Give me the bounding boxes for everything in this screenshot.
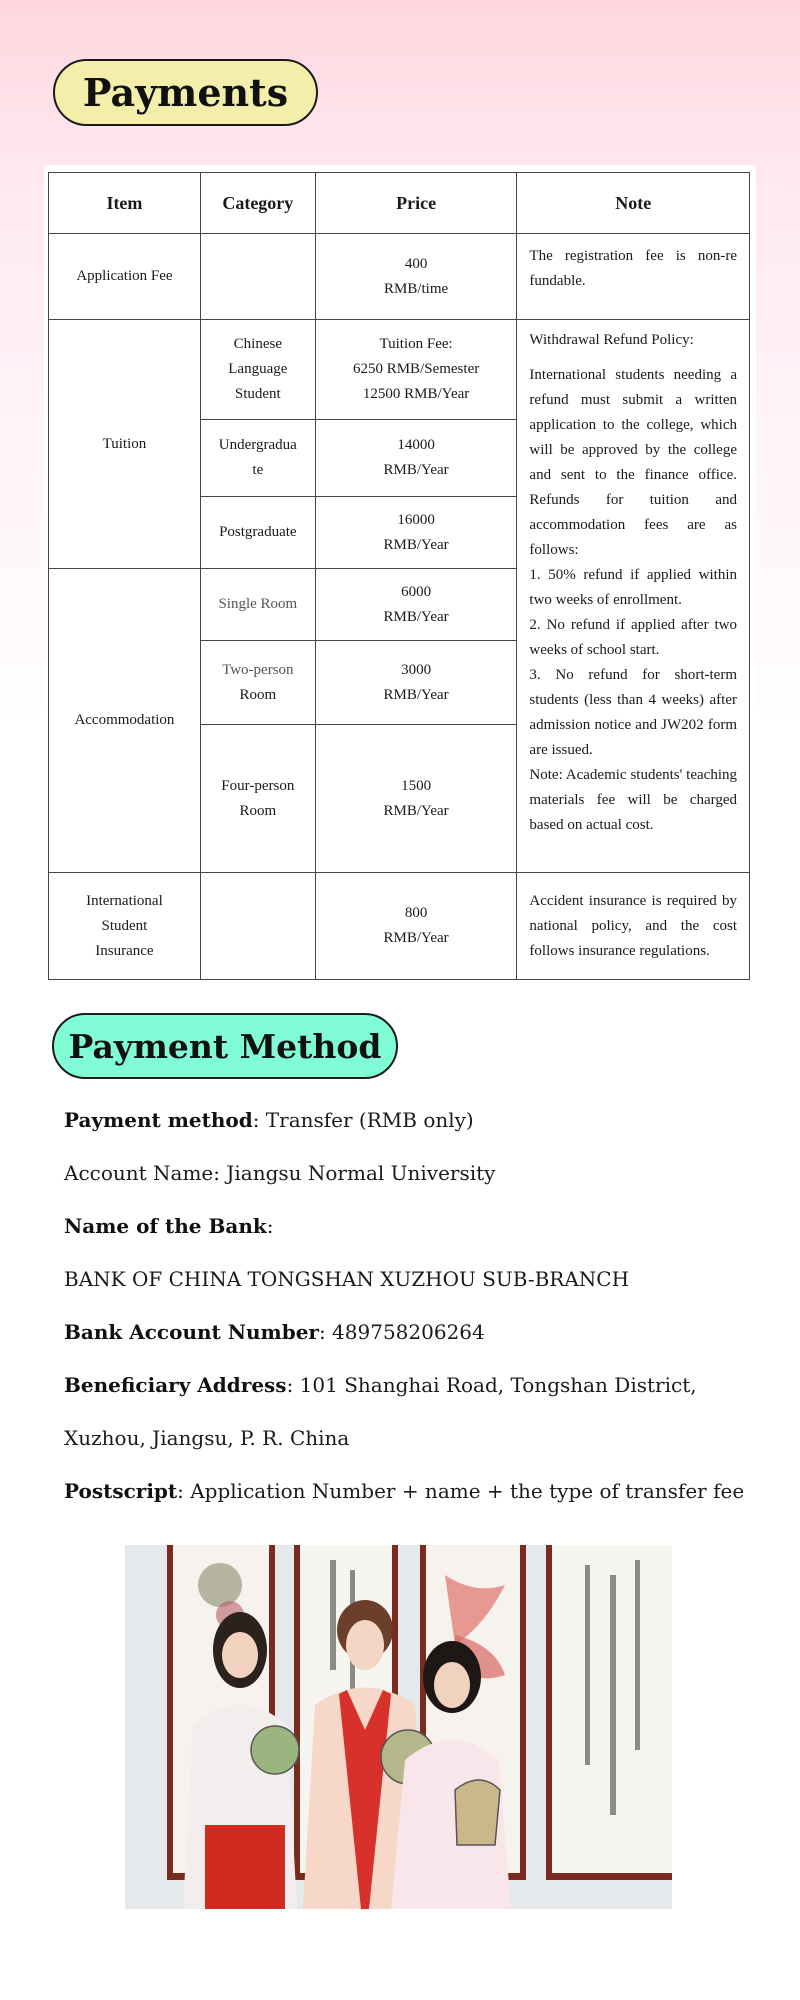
cell-category-chinese-language	[200, 320, 315, 420]
beneficiary-address-label: Beneficiary Address	[64, 1373, 287, 1397]
header-category: Category	[200, 173, 315, 234]
price-line: 6000	[401, 583, 432, 600]
table-row-tuition-chinese-language	[49, 320, 750, 420]
cell-category-four-person-room	[200, 725, 315, 873]
payment-method-heading-text: Payment Method	[68, 1026, 382, 1066]
item-line: Student	[101, 917, 148, 934]
account-name-text: Account Name: Jiangsu Normal University	[64, 1161, 496, 1185]
table-header-row	[49, 173, 750, 234]
cell-price-postgraduate	[315, 497, 517, 569]
cell-item-accommodation: Accommodation	[49, 569, 201, 873]
bank-name-line	[64, 1214, 273, 1238]
cell-price-insurance	[315, 873, 517, 980]
category-line: Student	[234, 386, 281, 402]
cell-price-single-room	[315, 569, 517, 641]
beneficiary-address-value: : 101 Shanghai Road, Tongshan District,	[286, 1373, 697, 1397]
bank-name-value-line	[64, 1267, 629, 1291]
category-line: te	[252, 462, 264, 478]
bank-name-colon: :	[266, 1214, 274, 1238]
cell-price-application-fee	[315, 234, 517, 320]
refund-policy-item-3: 3. No refund for short-term students (less than 4 weeks) after admission notice and JW202 form are issued.	[529, 667, 737, 758]
cell-note-application-fee	[517, 234, 750, 320]
payments-heading	[53, 59, 318, 126]
account-number-value: : 489758206264	[318, 1320, 485, 1344]
postscript-value: : Application Number + name + the type of transfer fee	[177, 1479, 745, 1503]
price-line: RMB/Year	[383, 536, 449, 553]
table-row-application-fee	[49, 234, 750, 320]
refund-policy-note: Note: Academic students' teaching materials fee will be charged based on actual cost.	[529, 767, 737, 833]
price-line: RMB/Year	[383, 608, 449, 625]
cell-category-undergraduate	[200, 420, 315, 497]
price-unit: RMB/time	[384, 280, 449, 297]
price-line: 16000	[397, 511, 435, 528]
cell-category-single-room	[200, 569, 315, 641]
category-line: Language	[228, 361, 288, 377]
category-line: Postgraduate	[219, 524, 297, 540]
beneficiary-address-line	[64, 1373, 697, 1397]
item-line: Insurance	[95, 942, 154, 959]
refund-policy-intro: International students needing a refund must submit a written application to the college, which will be approved by the college and sent to the finance office. Refunds for tuition and accommodation fees are as follows:	[529, 367, 737, 558]
price-line: 1500	[401, 777, 432, 794]
cell-category-two-person-room	[200, 641, 315, 725]
account-number-label: Bank Account Number	[64, 1320, 319, 1344]
category-line: Four-person	[221, 777, 295, 794]
price-line: 6250 RMB/Semester	[352, 361, 480, 377]
price-amount: 400	[404, 255, 428, 272]
cell-price-chinese-language	[315, 320, 517, 420]
price-line: RMB/Year	[383, 802, 449, 819]
price-unit: RMB/Year	[383, 930, 449, 946]
price-line: 3000	[401, 661, 432, 678]
postscript-label: Postscript	[64, 1479, 178, 1503]
bank-name-value: BANK OF CHINA TONGSHAN XUZHOU SUB-BRANCH	[64, 1267, 630, 1291]
note-text: Accident insurance is required by national policy, and the cost follows insurance regulations.	[529, 892, 737, 959]
price-line: RMB/Year	[383, 686, 449, 703]
payment-method-value: : Transfer (RMB only)	[252, 1108, 474, 1132]
note-text: The registration fee is non-re fundable.	[529, 248, 737, 289]
postscript-line	[64, 1479, 744, 1503]
table-row-insurance	[49, 873, 750, 980]
refund-policy-item-1: 1. 50% refund if applied within two weeks of enrollment.	[529, 567, 737, 608]
fees-table	[48, 172, 750, 980]
category-line: Undergradua	[218, 437, 297, 453]
payment-method-line	[64, 1108, 474, 1132]
category-line: Two-person	[222, 661, 294, 678]
payment-method-heading	[52, 1013, 398, 1079]
cell-note-refund-policy	[517, 320, 750, 873]
bank-name-label: Name of the Bank	[64, 1214, 267, 1238]
category-line: Chinese	[233, 336, 282, 352]
category-line: Single Room	[218, 596, 298, 612]
price-line: 14000	[397, 437, 435, 453]
price-line: RMB/Year	[383, 462, 449, 478]
students-photo	[125, 1545, 672, 1909]
item-line: International	[86, 892, 163, 909]
account-number-line	[64, 1320, 485, 1344]
category-line: Room	[239, 686, 277, 703]
cell-item-insurance	[49, 873, 201, 980]
refund-policy-item-2: 2. No refund if applied after two weeks of school start.	[529, 617, 737, 658]
category-line: Room	[239, 802, 277, 819]
cell-category-postgraduate	[200, 497, 315, 569]
cell-price-two-person-room	[315, 641, 517, 725]
beneficiary-address-line-2	[64, 1426, 349, 1450]
price-amount: 800	[404, 905, 428, 921]
cell-price-undergraduate	[315, 420, 517, 497]
cell-category-empty	[200, 873, 315, 980]
cell-note-insurance	[517, 873, 750, 980]
payment-method-label: Payment method	[64, 1108, 253, 1132]
cell-price-four-person-room	[315, 725, 517, 873]
cell-item-tuition: Tuition	[49, 320, 201, 569]
price-line: 12500 RMB/Year	[362, 386, 470, 402]
refund-policy-title: Withdrawal Refund Policy:	[529, 332, 694, 348]
header-item: Item	[49, 173, 201, 234]
header-note: Note	[517, 173, 750, 234]
payments-heading-text: Payments	[82, 70, 289, 115]
cell-category-empty	[200, 234, 315, 320]
price-line: Tuition Fee:	[379, 336, 453, 352]
students-photo-illustration	[125, 1545, 672, 1909]
cell-item-application-fee: Application Fee	[49, 234, 201, 320]
account-name-line	[64, 1161, 495, 1185]
beneficiary-address-value-2: Xuzhou, Jiangsu, P. R. China	[64, 1426, 350, 1450]
header-price: Price	[315, 173, 517, 234]
